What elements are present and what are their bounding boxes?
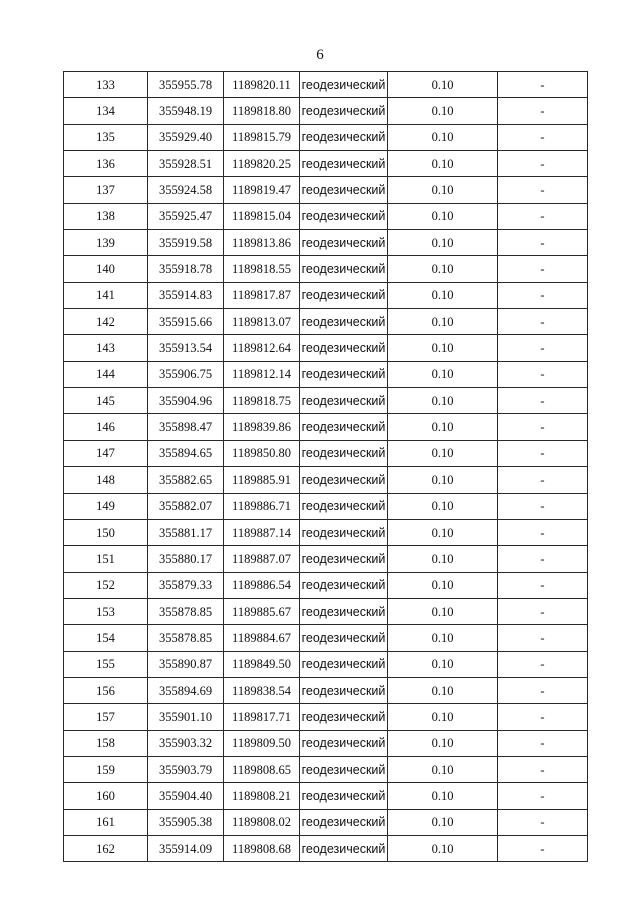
accuracy-cell: 0.10 [388,177,498,203]
table-row [64,467,588,493]
x-coordinate-cell: 355924.58 [148,177,224,203]
table-row [64,677,588,703]
table-row [64,625,588,651]
point-number-cell: 162 [64,835,148,861]
x-coordinate-cell: 355879.33 [148,572,224,598]
table-row [64,414,588,440]
accuracy-cell: 0.10 [388,493,498,519]
point-number-cell: 138 [64,203,148,229]
y-coordinate-cell: 1189885.67 [224,598,300,624]
point-number-cell: 154 [64,625,148,651]
method-cell: геодезический [300,756,388,782]
y-coordinate-cell: 1189885.91 [224,467,300,493]
method-cell: геодезический [300,493,388,519]
accuracy-cell: 0.10 [388,783,498,809]
method-cell: геодезический [300,519,388,545]
note-cell: - [498,309,588,335]
table-row [64,256,588,282]
x-coordinate-cell: 355882.65 [148,467,224,493]
method-cell: геодезический [300,809,388,835]
point-number-cell: 148 [64,467,148,493]
point-number-cell: 145 [64,388,148,414]
accuracy-cell: 0.10 [388,546,498,572]
point-number-cell: 152 [64,572,148,598]
x-coordinate-cell: 355901.10 [148,704,224,730]
x-coordinate-cell: 355903.32 [148,730,224,756]
y-coordinate-cell: 1189886.54 [224,572,300,598]
y-coordinate-cell: 1189808.68 [224,835,300,861]
table-row [64,230,588,256]
table-row [64,282,588,308]
note-cell: - [498,177,588,203]
method-cell: геодезический [300,677,388,703]
table-row [64,809,588,835]
y-coordinate-cell: 1189850.80 [224,440,300,466]
note-cell: - [498,704,588,730]
table-row [64,72,588,98]
table-body [64,72,588,862]
method-cell: геодезический [300,414,388,440]
method-cell: геодезический [300,572,388,598]
method-cell: геодезический [300,467,388,493]
x-coordinate-cell: 355906.75 [148,361,224,387]
note-cell: - [498,625,588,651]
note-cell: - [498,598,588,624]
method-cell: геодезический [300,98,388,124]
y-coordinate-cell: 1189887.14 [224,519,300,545]
table-row [64,151,588,177]
x-coordinate-cell: 355914.83 [148,282,224,308]
table-row [64,98,588,124]
accuracy-cell: 0.10 [388,519,498,545]
accuracy-cell: 0.10 [388,440,498,466]
point-number-cell: 150 [64,519,148,545]
note-cell: - [498,493,588,519]
note-cell: - [498,756,588,782]
method-cell: геодезический [300,230,388,256]
y-coordinate-cell: 1189815.04 [224,203,300,229]
point-number-cell: 134 [64,98,148,124]
note-cell: - [498,282,588,308]
accuracy-cell: 0.10 [388,72,498,98]
table-row [64,572,588,598]
y-coordinate-cell: 1189808.02 [224,809,300,835]
x-coordinate-cell: 355905.38 [148,809,224,835]
note-cell: - [498,519,588,545]
table-row [64,835,588,861]
point-number-cell: 161 [64,809,148,835]
point-number-cell: 156 [64,677,148,703]
method-cell: геодезический [300,335,388,361]
y-coordinate-cell: 1189817.71 [224,704,300,730]
table-row [64,361,588,387]
note-cell: - [498,651,588,677]
method-cell: геодезический [300,440,388,466]
note-cell: - [498,783,588,809]
point-number-cell: 137 [64,177,148,203]
page-number: 6 [316,47,324,63]
table-row [64,704,588,730]
point-number-cell: 136 [64,151,148,177]
table-row [64,730,588,756]
y-coordinate-cell: 1189808.65 [224,756,300,782]
point-number-cell: 149 [64,493,148,519]
point-number-cell: 143 [64,335,148,361]
note-cell: - [498,414,588,440]
note-cell: - [498,388,588,414]
note-cell: - [498,440,588,466]
point-number-cell: 151 [64,546,148,572]
point-number-cell: 157 [64,704,148,730]
accuracy-cell: 0.10 [388,467,498,493]
x-coordinate-cell: 355913.54 [148,335,224,361]
x-coordinate-cell: 355878.85 [148,598,224,624]
method-cell: геодезический [300,835,388,861]
x-coordinate-cell: 355928.51 [148,151,224,177]
y-coordinate-cell: 1189818.80 [224,98,300,124]
x-coordinate-cell: 355880.17 [148,546,224,572]
note-cell: - [498,572,588,598]
accuracy-cell: 0.10 [388,625,498,651]
method-cell: геодезический [300,177,388,203]
y-coordinate-cell: 1189818.75 [224,388,300,414]
accuracy-cell: 0.10 [388,335,498,361]
x-coordinate-cell: 355903.79 [148,756,224,782]
table-row [64,756,588,782]
note-cell: - [498,72,588,98]
table-row [64,783,588,809]
method-cell: геодезический [300,309,388,335]
point-number-cell: 159 [64,756,148,782]
point-number-cell: 153 [64,598,148,624]
note-cell: - [498,98,588,124]
note-cell: - [498,335,588,361]
method-cell: геодезический [300,256,388,282]
accuracy-cell: 0.10 [388,203,498,229]
y-coordinate-cell: 1189820.25 [224,151,300,177]
x-coordinate-cell: 355955.78 [148,72,224,98]
note-cell: - [498,256,588,282]
y-coordinate-cell: 1189884.67 [224,625,300,651]
accuracy-cell: 0.10 [388,598,498,624]
accuracy-cell: 0.10 [388,414,498,440]
table-row [64,598,588,624]
point-number-cell: 144 [64,361,148,387]
table-row [64,335,588,361]
y-coordinate-cell: 1189812.64 [224,335,300,361]
table-row [64,388,588,414]
point-number-cell: 141 [64,282,148,308]
point-number-cell: 139 [64,230,148,256]
method-cell: геодезический [300,598,388,624]
y-coordinate-cell: 1189838.54 [224,677,300,703]
table-row [64,651,588,677]
accuracy-cell: 0.10 [388,677,498,703]
y-coordinate-cell: 1189819.47 [224,177,300,203]
method-cell: геодезический [300,282,388,308]
y-coordinate-cell: 1189812.14 [224,361,300,387]
method-cell: геодезический [300,651,388,677]
table-row [64,519,588,545]
y-coordinate-cell: 1189815.79 [224,124,300,150]
x-coordinate-cell: 355882.07 [148,493,224,519]
y-coordinate-cell: 1189809.50 [224,730,300,756]
x-coordinate-cell: 355890.87 [148,651,224,677]
point-number-cell: 140 [64,256,148,282]
point-number-cell: 160 [64,783,148,809]
note-cell: - [498,230,588,256]
accuracy-cell: 0.10 [388,388,498,414]
accuracy-cell: 0.10 [388,98,498,124]
table-row [64,309,588,335]
point-number-cell: 147 [64,440,148,466]
point-number-cell: 133 [64,72,148,98]
x-coordinate-cell: 355948.19 [148,98,224,124]
accuracy-cell: 0.10 [388,809,498,835]
x-coordinate-cell: 355904.40 [148,783,224,809]
y-coordinate-cell: 1189887.07 [224,546,300,572]
method-cell: геодезический [300,361,388,387]
x-coordinate-cell: 355878.85 [148,625,224,651]
accuracy-cell: 0.10 [388,124,498,150]
y-coordinate-cell: 1189813.07 [224,309,300,335]
x-coordinate-cell: 355904.96 [148,388,224,414]
table-row [64,177,588,203]
accuracy-cell: 0.10 [388,835,498,861]
x-coordinate-cell: 355914.09 [148,835,224,861]
note-cell: - [498,361,588,387]
coordinates-table [63,71,588,862]
point-number-cell: 142 [64,309,148,335]
y-coordinate-cell: 1189818.55 [224,256,300,282]
note-cell: - [498,467,588,493]
y-coordinate-cell: 1189817.87 [224,282,300,308]
point-number-cell: 135 [64,124,148,150]
accuracy-cell: 0.10 [388,151,498,177]
x-coordinate-cell: 355919.58 [148,230,224,256]
note-cell: - [498,835,588,861]
accuracy-cell: 0.10 [388,230,498,256]
method-cell: геодезический [300,151,388,177]
note-cell: - [498,809,588,835]
point-number-cell: 146 [64,414,148,440]
accuracy-cell: 0.10 [388,704,498,730]
y-coordinate-cell: 1189886.71 [224,493,300,519]
accuracy-cell: 0.10 [388,756,498,782]
table-row [64,440,588,466]
y-coordinate-cell: 1189808.21 [224,783,300,809]
table-row [64,124,588,150]
x-coordinate-cell: 355929.40 [148,124,224,150]
table-row [64,493,588,519]
accuracy-cell: 0.10 [388,256,498,282]
note-cell: - [498,151,588,177]
accuracy-cell: 0.10 [388,309,498,335]
x-coordinate-cell: 355894.69 [148,677,224,703]
point-number-cell: 155 [64,651,148,677]
y-coordinate-cell: 1189820.11 [224,72,300,98]
note-cell: - [498,546,588,572]
x-coordinate-cell: 355881.17 [148,519,224,545]
method-cell: геодезический [300,203,388,229]
method-cell: геодезический [300,783,388,809]
method-cell: геодезический [300,546,388,572]
y-coordinate-cell: 1189839.86 [224,414,300,440]
table-row [64,203,588,229]
accuracy-cell: 0.10 [388,572,498,598]
x-coordinate-cell: 355925.47 [148,203,224,229]
method-cell: геодезический [300,730,388,756]
y-coordinate-cell: 1189813.86 [224,230,300,256]
y-coordinate-cell: 1189849.50 [224,651,300,677]
note-cell: - [498,124,588,150]
note-cell: - [498,677,588,703]
x-coordinate-cell: 355915.66 [148,309,224,335]
x-coordinate-cell: 355894.65 [148,440,224,466]
accuracy-cell: 0.10 [388,282,498,308]
method-cell: геодезический [300,625,388,651]
accuracy-cell: 0.10 [388,361,498,387]
method-cell: геодезический [300,388,388,414]
accuracy-cell: 0.10 [388,651,498,677]
method-cell: геодезический [300,704,388,730]
x-coordinate-cell: 355918.78 [148,256,224,282]
note-cell: - [498,730,588,756]
x-coordinate-cell: 355898.47 [148,414,224,440]
point-number-cell: 158 [64,730,148,756]
accuracy-cell: 0.10 [388,730,498,756]
table-row [64,546,588,572]
method-cell: геодезический [300,124,388,150]
note-cell: - [498,203,588,229]
method-cell: геодезический [300,72,388,98]
